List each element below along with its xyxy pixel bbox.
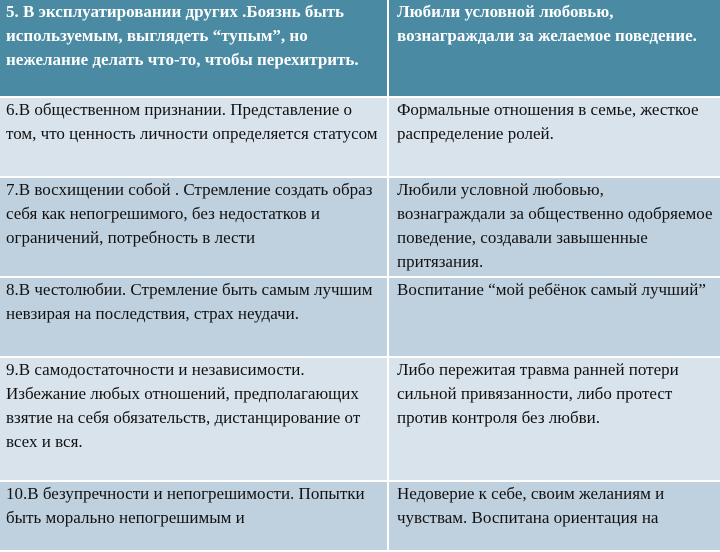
table-cell-left: 8.В честолюбии. Стремление быть самым лучшим невзирая на последствия, страх неудачи. [0,277,388,357]
table-row [0,177,720,277]
table-row [0,277,720,357]
table-cell-right: Недоверие к себе, своим желаниям и чувствам. Воспитана ориентация на [388,481,720,551]
table-cell-left: 7.В восхищении собой . Стремление создать образ себя как непогрешимого, без недостатков и ограничений, потребность в лести [0,177,388,277]
table-row [0,0,720,97]
table-cell-right: Формальные отношения в семье, жесткое распределение ролей. [388,97,720,177]
table-cell-left: 10.В безупречности и непогрешимости. Попытки быть морально непогрешимым и [0,481,388,551]
table-cell-left: 5. В эксплуатировании других .Боязнь быть используемым, выглядеть “тупым”, но нежелание делать что-то, чтобы перехитрить. [0,0,388,97]
table-row [0,97,720,177]
table-row [0,481,720,551]
table-row [0,357,720,481]
table-cell-left: 6.В общественном признании. Представление о том, что ценность личности определяется статусом [0,97,388,177]
table-cell-right: Любили условной любовью, вознаграждали за желаемое поведение. [388,0,720,97]
table-cell-right: Либо пережитая травма ранней потери сильной привязанности, либо протест против контроля без любви. [388,357,720,481]
table-cell-right: Воспитание “мой ребёнок самый лучший” [388,277,720,357]
table-cell-left: 9.В самодостаточности и независимости. Избежание любых отношений, предполагающих взятие на себя обязательств, дистанцирование от всех и вся. [0,357,388,481]
table-cell-right: Любили условной любовью, вознаграждали за общественно одобряемое поведение, создавали завышенные притязания. [388,177,720,277]
